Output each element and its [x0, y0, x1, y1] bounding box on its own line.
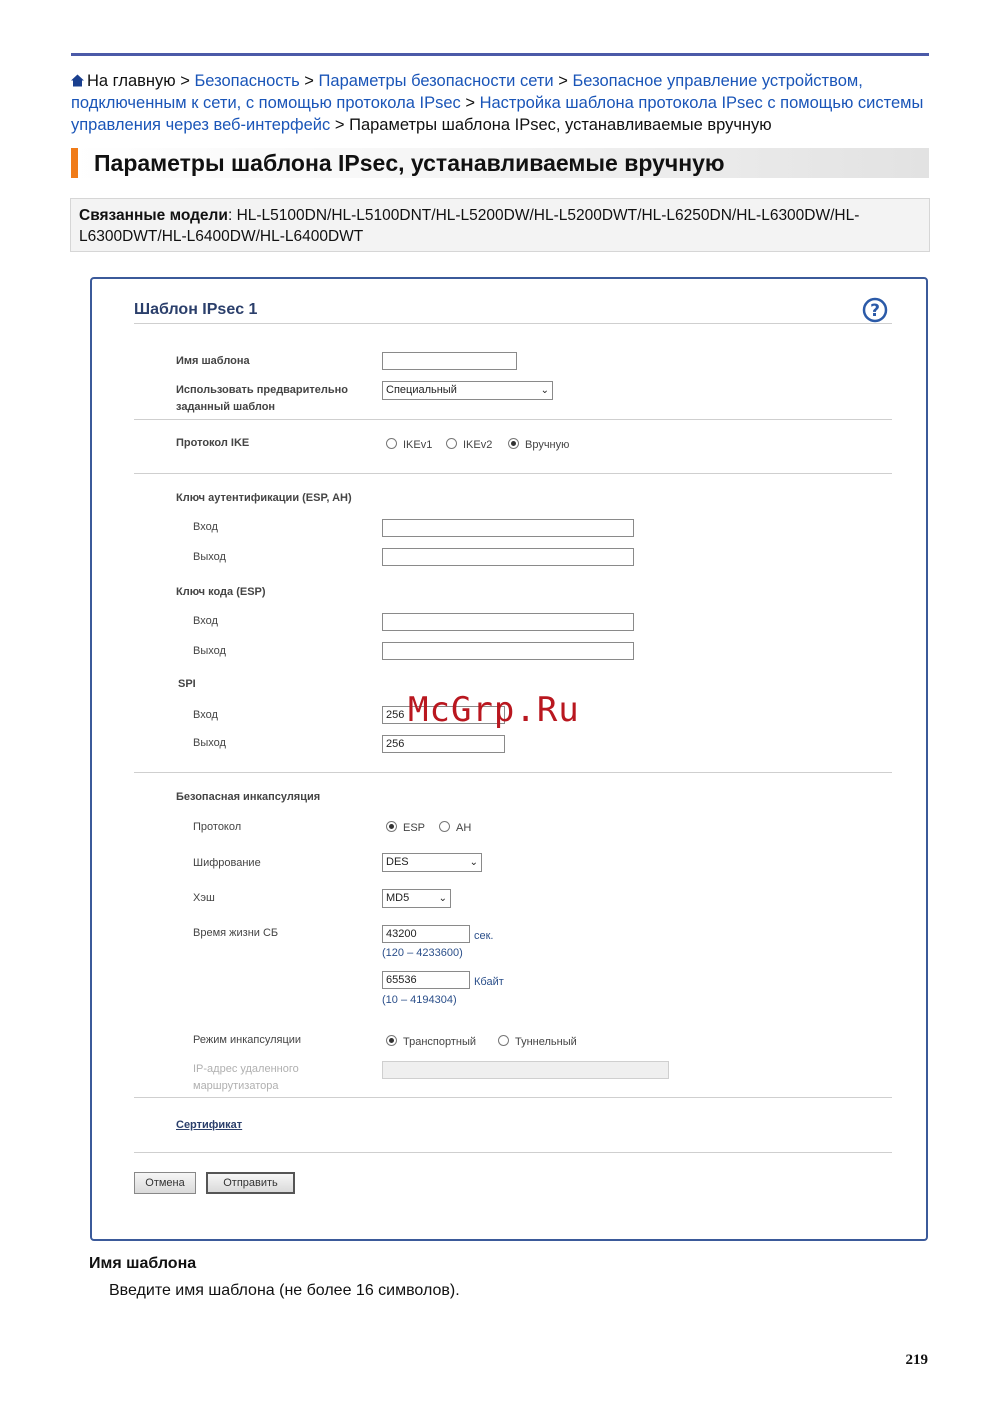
breadcrumb-network-security[interactable]: Параметры безопасности сети	[318, 72, 554, 90]
encap-mode-label: Режим инкапсуляции	[193, 1034, 302, 1046]
ike-radio-ikev1[interactable]	[386, 438, 432, 452]
protocol-label: Протокол	[193, 821, 242, 833]
models-label: Связанные модели	[79, 207, 228, 224]
lifetime-label: Время жизни СБ	[193, 927, 279, 939]
code-out-label: Выход	[193, 645, 226, 657]
top-rule	[71, 53, 929, 56]
encap-option-label: Транспортный	[403, 1036, 477, 1048]
preset-select[interactable]	[382, 381, 553, 400]
protocol-option-label: AH	[456, 822, 472, 834]
preset-label-1: Использовать предварительно	[176, 384, 349, 396]
sec-unit: сек.	[474, 930, 494, 942]
help-icon[interactable]	[862, 297, 888, 323]
radio-on-icon	[386, 821, 397, 832]
home-icon[interactable]	[71, 74, 84, 87]
breadcrumb-ipsec-management[interactable]: Безопасное управление устройством, подключенным к сети, с помощью протокола IPsec	[71, 72, 863, 112]
preset-value: Специальный	[386, 384, 457, 396]
hash-value: MD5	[386, 892, 410, 904]
breadcrumb-ipsec-web-template[interactable]: Настройка шаблона протокола IPsec с помощью системы управления через веб-интерфейс	[71, 94, 924, 134]
sec-range: (120 – 4233600)	[382, 947, 463, 959]
spi-in-label: Вход	[193, 709, 218, 721]
breadcrumb-current: Параметры шаблона IPsec, устанавливаемые вручную	[349, 116, 772, 134]
spi-label: SPI	[178, 678, 196, 690]
cancel-button[interactable]: Отмена	[134, 1172, 196, 1194]
divider	[134, 473, 892, 474]
encapsulation-label: Безопасная инкапсуляция	[176, 791, 321, 803]
auth-key-in-input[interactable]	[382, 519, 634, 537]
divider	[134, 323, 892, 324]
lifetime-kb-input[interactable]: 65536	[382, 971, 470, 989]
protocol-radio-ah[interactable]	[439, 821, 471, 835]
encryption-value: DES	[386, 856, 409, 868]
encap-radio-tunnel[interactable]	[498, 1035, 577, 1049]
chevron-down-icon: ⌄	[540, 385, 549, 396]
radio-on-icon	[386, 1035, 397, 1046]
remote-ip-input	[382, 1061, 669, 1079]
kb-unit: Кбайт	[474, 976, 504, 988]
svg-text:?: ?	[870, 301, 880, 321]
template-name-label: Имя шаблона	[176, 355, 250, 367]
code-key-out-input[interactable]	[382, 642, 634, 660]
remote-ip-label-1: IP-адрес удаленного	[193, 1063, 299, 1075]
radio-off-icon	[439, 821, 450, 832]
section-heading: Имя шаблона	[89, 1255, 197, 1272]
encap-option-label: Туннельный	[515, 1036, 577, 1048]
radio-off-icon	[446, 438, 457, 449]
protocol-option-label: ESP	[403, 822, 426, 834]
hash-select[interactable]	[382, 889, 451, 908]
title-accent	[71, 148, 78, 178]
code-in-label: Вход	[193, 615, 218, 627]
ike-option-label: IKEv1	[403, 439, 433, 451]
panel-title: Шаблон IPsec 1	[134, 301, 258, 318]
code-key-in-input[interactable]	[382, 613, 634, 631]
page-number: 219	[905, 1352, 928, 1368]
encryption-select[interactable]	[382, 853, 482, 872]
breadcrumb-security[interactable]: Безопасность	[194, 72, 300, 90]
chevron-down-icon: ⌄	[438, 893, 447, 904]
encap-radio-transport[interactable]	[386, 1035, 476, 1049]
related-models: Связанные модели: HL-L5100DN/HL-L5100DNT/HL-L5200DW/HL-L5200DWT/HL-L6250DN/HL-L6300DW/HL-L6300DWT/HL-L6400DW/HL-L6400DWT	[70, 198, 930, 252]
certificate-link[interactable]: Сертификат	[176, 1119, 243, 1131]
auth-key-label: Ключ аутентификации (ESP, AH)	[176, 492, 352, 504]
radio-on-icon	[508, 438, 519, 449]
preset-label-2: заданный шаблон	[176, 401, 276, 413]
auth-out-label: Выход	[193, 551, 226, 563]
remote-ip-label-2: маршрутизатора	[193, 1080, 279, 1092]
auth-in-label: Вход	[193, 521, 218, 533]
spi-out-label: Выход	[193, 737, 226, 749]
breadcrumb-home[interactable]: На главную	[87, 72, 176, 90]
divider	[134, 1152, 892, 1153]
ike-option-label: Вручную	[525, 439, 570, 451]
radio-off-icon	[498, 1035, 509, 1046]
hash-label: Хэш	[193, 892, 215, 904]
spi-in-input[interactable]: 256	[382, 706, 505, 724]
ike-radio-ikev2[interactable]	[446, 438, 492, 452]
encryption-label: Шифрование	[193, 857, 261, 869]
section-text: Введите имя шаблона (не более 16 символов).	[109, 1282, 460, 1299]
template-name-input[interactable]	[382, 352, 517, 370]
auth-key-out-input[interactable]	[382, 548, 634, 566]
ike-option-label: IKEv2	[463, 439, 493, 451]
models-list: HL-L5100DN/HL-L5100DNT/HL-L5200DW/HL-L5200DWT/HL-L6250DN/HL-L6300DW/HL-L6300DWT/HL-L6400DW/HL-L6400DWT	[79, 207, 860, 245]
kb-range: (10 – 4194304)	[382, 994, 457, 1006]
radio-off-icon	[386, 438, 397, 449]
ike-protocol-label: Протокол IKE	[176, 437, 250, 449]
code-key-label: Ключ кода (ESP)	[176, 586, 266, 598]
page-title: Параметры шаблона IPsec, устанавливаемые вручную	[94, 150, 725, 176]
spi-out-input[interactable]: 256	[382, 735, 505, 753]
divider	[134, 772, 892, 773]
watermark: McGrp.Ru	[408, 690, 580, 730]
submit-button[interactable]: Отправить	[206, 1172, 295, 1194]
ipsec-template-panel	[90, 277, 928, 1241]
divider	[134, 1097, 892, 1098]
lifetime-sec-input[interactable]: 43200	[382, 925, 470, 943]
ike-radio-manual[interactable]	[508, 438, 569, 452]
divider	[134, 419, 892, 420]
protocol-radio-esp[interactable]	[386, 821, 425, 835]
chevron-down-icon: ⌄	[469, 857, 478, 868]
breadcrumb: На главную > Безопасность > Параметры безопасности сети > Безопасное управление устройством, подключенным к сети, с помощью протокола IPsec > Настройка шаблона протокола IPsec с помощью системы управления через веб-интерфейс > Параметры шаблона IPsec, устанавливаемые вручную	[71, 72, 924, 134]
